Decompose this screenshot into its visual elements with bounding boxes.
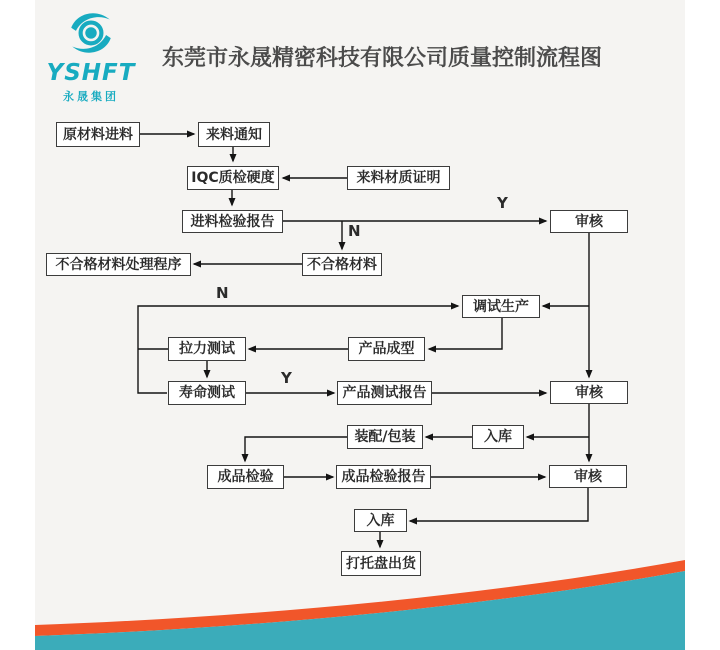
flow-node-warehouse-in-1: 入库 [472, 425, 524, 449]
footer-wave [35, 530, 685, 650]
flow-node-warehouse-in-2: 入库 [354, 509, 407, 532]
flow-node-material-certificate: 来料材质证明 [347, 166, 450, 190]
flow-node-product-forming: 产品成型 [348, 337, 425, 361]
branch-label-y-0: Y [497, 194, 508, 212]
flow-node-debug-production: 调试生产 [462, 295, 540, 318]
flow-node-incoming-notice: 来料通知 [198, 122, 270, 147]
flow-node-review-2: 审核 [550, 381, 628, 404]
flow-node-review-3: 审核 [549, 465, 627, 488]
branch-label-y-3: Y [281, 369, 292, 387]
flow-node-nonconforming-material: 不合格材料 [302, 253, 382, 276]
flow-node-final-inspection: 成品检验 [207, 465, 284, 489]
flow-node-product-test-report: 产品测试报告 [337, 381, 432, 405]
logo-subbrand-text: 永晟集团 [63, 90, 119, 103]
flow-node-raw-material-in: 原材料进料 [56, 122, 140, 147]
flow-node-assembly-packing: 装配/包装 [347, 425, 423, 449]
flow-node-review-1: 审核 [550, 210, 628, 233]
flow-node-tensile-test: 拉力测试 [168, 337, 246, 361]
flow-node-iqc-hardness: IQC质检硬度 [187, 166, 279, 190]
logo-eye-icon [60, 8, 122, 60]
flow-node-pallet-shipment: 打托盘出货 [341, 551, 421, 576]
flow-node-final-inspection-report: 成品检验报告 [336, 465, 431, 489]
branch-label-n-1: N [348, 222, 361, 240]
branch-label-n-2: N [216, 284, 229, 302]
flow-node-nonconforming-procedure: 不合格材料处理程序 [46, 253, 191, 276]
page-title: 东莞市永晟精密科技有限公司质量控制流程图 [162, 46, 603, 71]
logo-brand-text: YSHFT [46, 60, 136, 86]
flow-node-life-test: 寿命测试 [168, 381, 246, 405]
flow-node-incoming-report: 进料检验报告 [182, 210, 283, 233]
company-logo [46, 6, 136, 102]
